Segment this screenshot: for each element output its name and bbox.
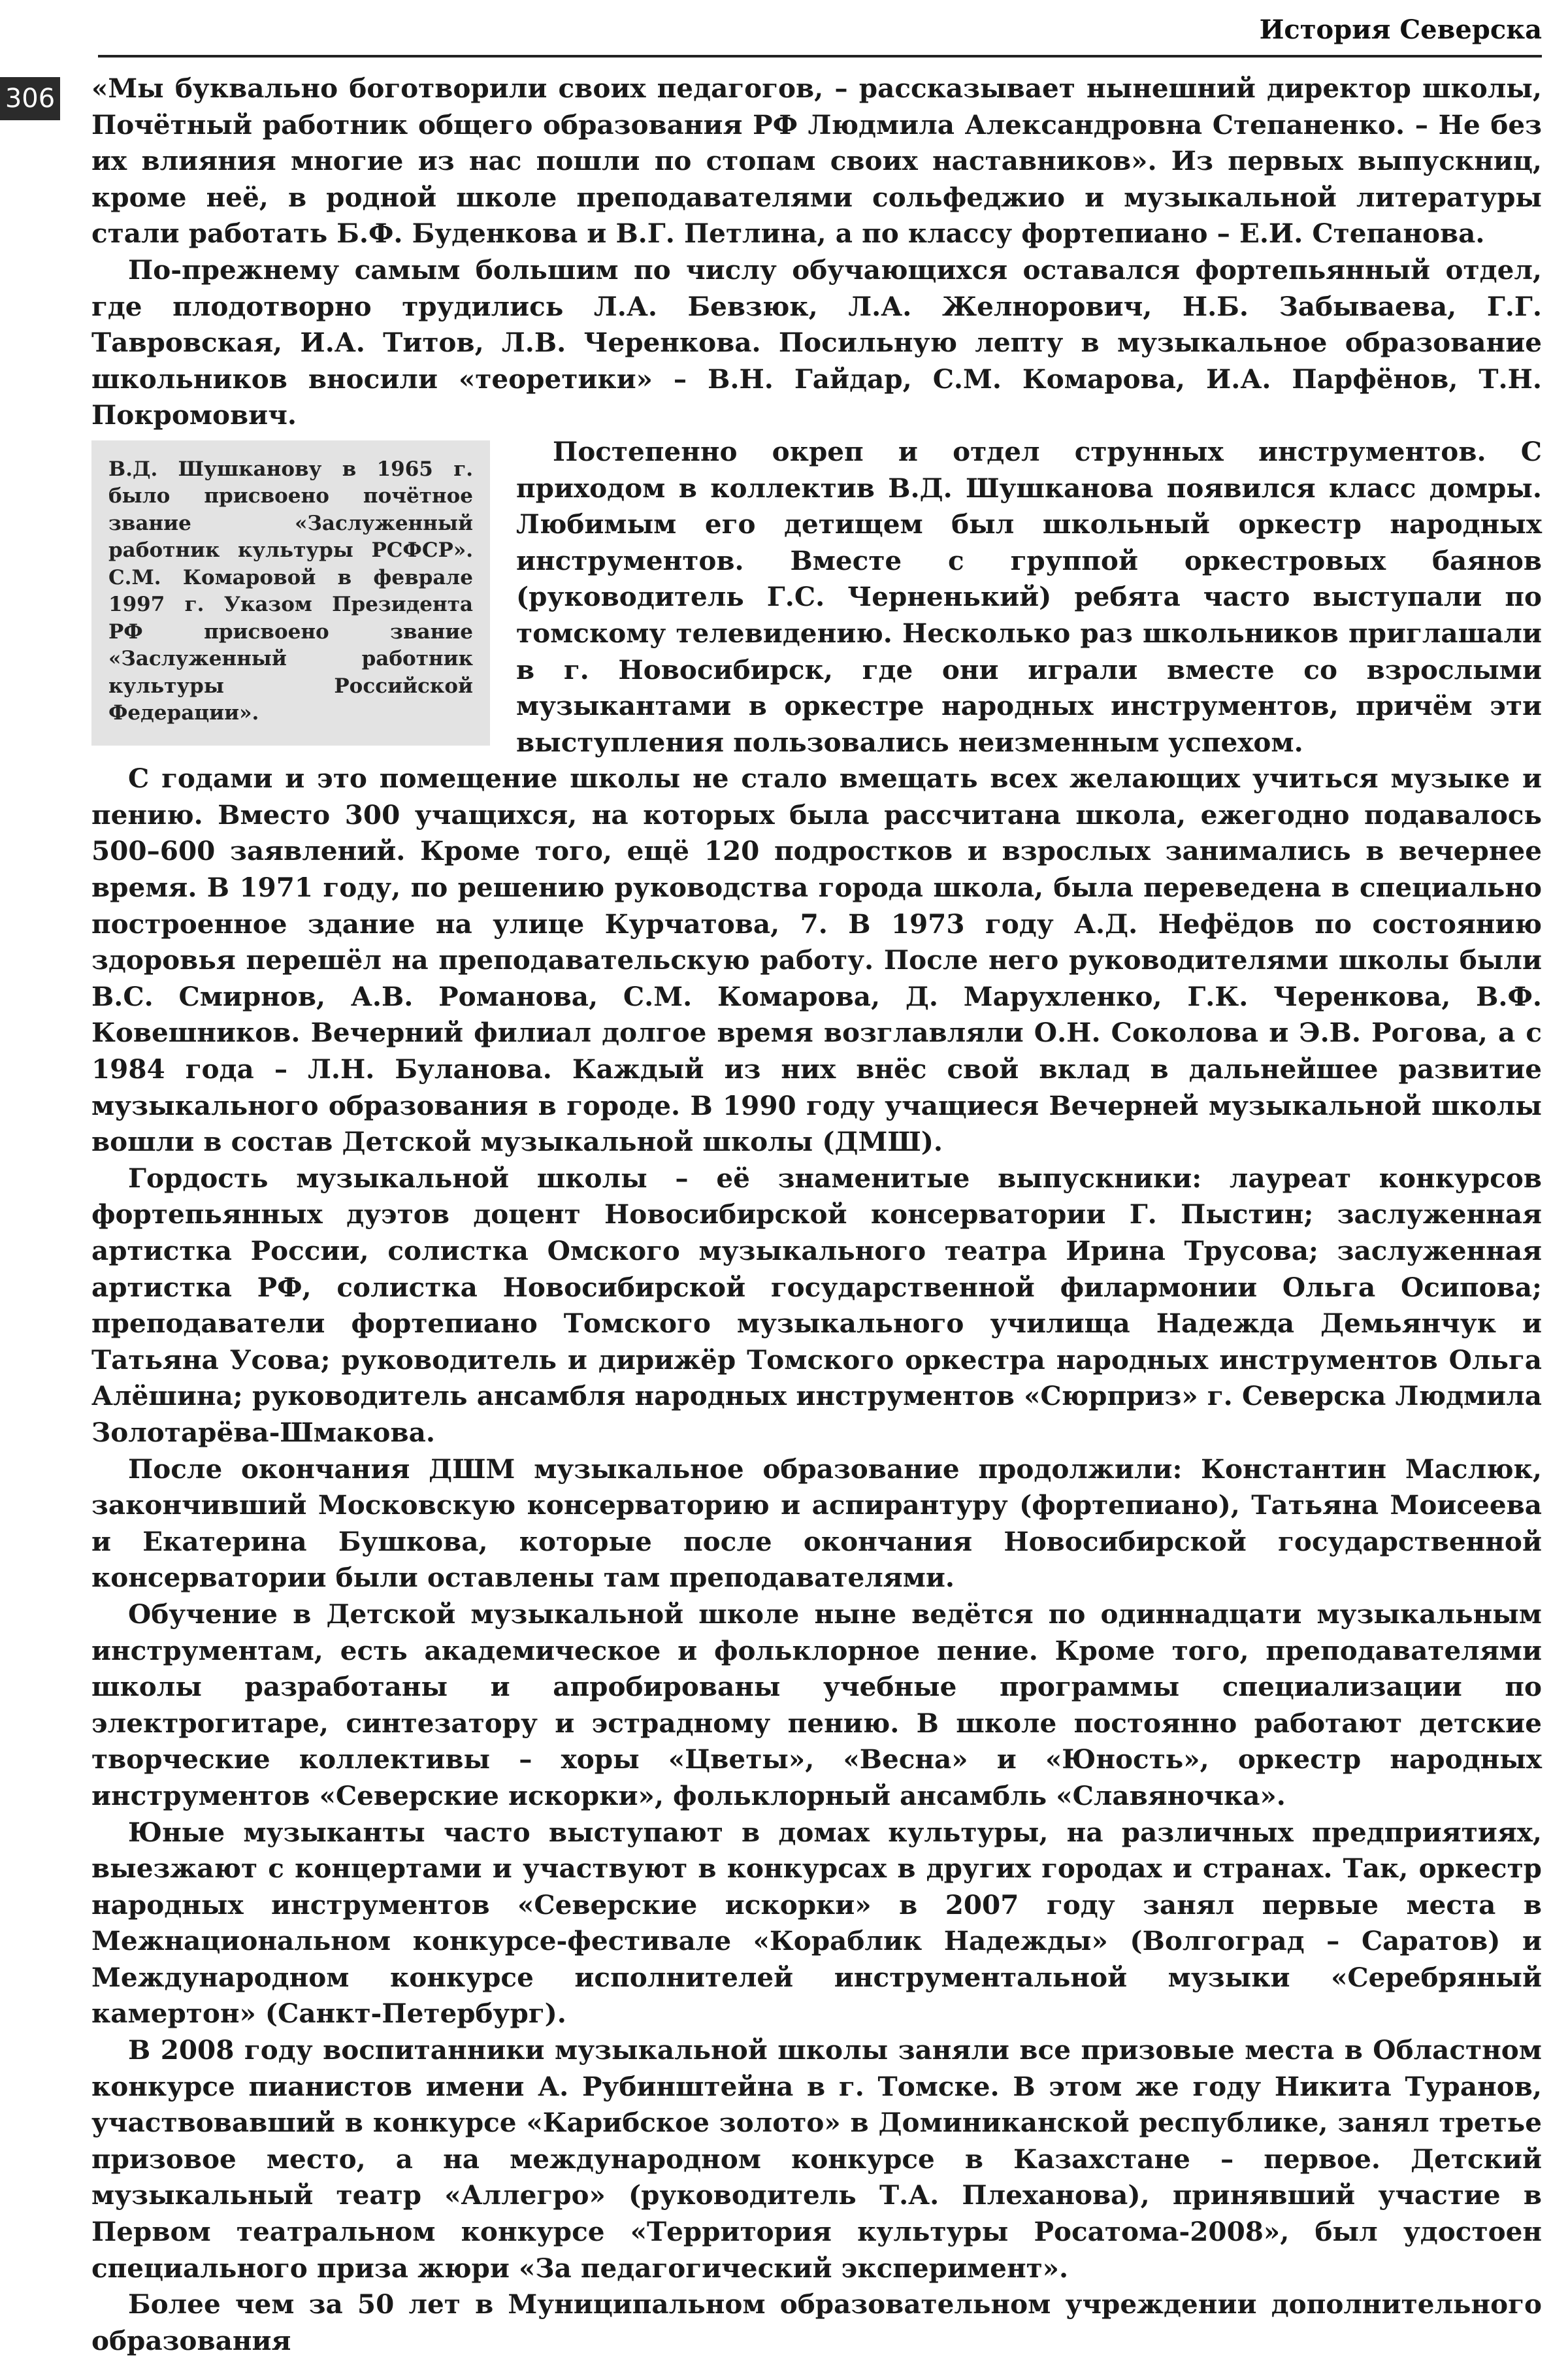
paragraph: После окончания ДШМ музыкальное образование продолжили: Константин Маслюк, закончивший Московскую консерваторию и аспирантуру (фортепиано), Татьяна Моисеева и Екатерина Бушкова, которые после окончания Новосибирской государственной консерватории были оставлены там преподавателями. bbox=[91, 1453, 1542, 1594]
sidebar-note: В.Д. Шушканову в 1965 г. было присвоено почётное звание «Заслуженный работник культуры РСФСР». С.М. Комаровой в феврале 1997 г. Указом Президента РФ присвоено звание «Заслуженный работник культуры Российской Федерации». bbox=[91, 440, 490, 746]
page-number-badge: 306 bbox=[0, 77, 60, 120]
paragraph: С годами и это помещение школы не стало вмещать всех желающих учиться музыке и пению. Вместо 300 учащихся, на которых была рассчитана школа, ежегодно подавалось 500–600 заявлений. Кроме того, ещё 120 подростков и взрослых занимались в вечернее время. В 1971 году, по решению руководства города школа, была переведена в специально построенное здание на улице Курчатова, 7. В 1973 году А.Д. Нефёдов по состоянию здоровья перешёл на преподавательскую работу. После него руководителями школы были В.С. Смирнов, А.В. Романова, С.М. Комарова, Д. Марухленко, Г.К. Черенкова, В.Ф. Ковешников. Вечерний филиал долгое время возглавляли О.Н. Соколова и Э.В. Рогова, а с 1984 года – Л.Н. Буланова. Каждый из них внёс свой вклад в дальнейшее развитие музыкального образования в городе. В 1990 году учащиеся Вечерней музыкальной школы вошли в состав Детской музыкальной школы (ДМШ). bbox=[91, 763, 1542, 1158]
paragraph: «Мы буквально боготворили своих педагогов, – рассказывает нынешний директор школы, Почётный работник общего образования РФ Людмила Александровна Степаненко. – Не без их влияния многие из нас пошли по стопам своих наставников». Из первых выпускниц, кроме неё, в родной школе преподавателями сольфеджио и музыкальной литературы стали работать Б.Ф. Буденкова и В.Г. Петлина, а по классу фортепиано – Е.И. Степанова. bbox=[91, 73, 1542, 250]
paragraph: В 2008 году воспитанники музыкальной школы заняли все призовые места в Областном конкурсе пианистов имени А. Рубинштейна в г. Томске. В этом же году Никита Туранов, участвовавший в конкурсе «Карибское золото» в Доминиканской республике, занял третье призовое место, а на международном конкурсе в Казахстане – первое. Детский музыкальный театр «Аллегро» (руководитель Т.А. Плеханова), принявший участие в Первом театральном конкурсе «Территория культуры Росатома-2008», был удостоен специального приза жюри «За педагогический эксперимент». bbox=[91, 2034, 1542, 2284]
paragraph: Юные музыканты часто выступают в домах культуры, на различных предприятиях, выезжают с концертами и участвуют в конкурсах в других городах и странах. Так, оркестр народных инструментов «Северские искорки» в 2007 году занял первые места в Межнациональном конкурсе-фестивале «Кораблик Надежды» (Волгоград – Саратов) и Международном конкурсе исполнителей инструментальной музыки «Серебряный камертон» (Санкт-Петербург). bbox=[91, 1816, 1542, 2030]
running-header-title: История Северска bbox=[1259, 14, 1542, 45]
paragraph: Гордость музыкальной школы – её знаменитые выпускники: лауреат конкурсов фортепьянных дуэтов доцент Новосибирской консерватории Г. Пыстин; заслуженная артистка России, солистка Омского музыкального театра Ирина Трусова; заслуженная артистка РФ, солистка Новосибирской государственной филармонии Ольга Осипова; преподаватели фортепиано Томского музыкального училища Надежда Демьянчук и Татьяна Усова; руководитель и дирижёр Томского оркестра народных инструментов Ольга Алёшина; руководитель ансамбля народных инструментов «Сюрприз» г. Северска Людмила Золотарёва-Шмакова. bbox=[91, 1162, 1542, 1448]
paragraph: Обучение в Детской музыкальной школе ныне ведётся по одиннадцати музыкальным инструментам, есть академическое и фольклорное пение. Кроме того, преподавателями школы разработаны и апробированы учебные программы специализации по электрогитаре, синтезатору и эстрадному пению. В школе постоянно работают детские творческие коллективы – хоры «Цветы», «Весна» и «Юность», оркестр народных инструментов «Северские искорки», фольклорный ансамбль «Славяночка». bbox=[91, 1598, 1542, 1811]
paragraph-text: Постепенно окреп и отдел струнных инструментов. С приходом в коллектив В.Д. Шушканова появился класс домры. Любимым его детищем был школьный оркестр народных инструментов. Вместе с группой оркестровых баянов (руководитель Г.С. Черненький) ребята часто выступали по томскому телевидению. Несколько раз школьников приглашали в г. Новосибирск, где они играли вместе со взрослыми музыкантами в оркестре народных инструментов, причём эти выступления пользовались неизменным успехом. bbox=[516, 435, 1542, 758]
paragraph: Более чем за 50 лет в Муниципальном образовательном учреждении дополнительного образования bbox=[91, 2288, 1542, 2356]
header-rule bbox=[98, 55, 1542, 58]
paragraph-with-sidebar bbox=[91, 434, 1542, 761]
paragraph: По-прежнему самым большим по числу обучающихся оставался фортепьянный отдел, где плодотворно трудились Л.А. Бевзюк, Л.А. Желнорович, Н.Б. Забываева, Г.Г. Тавровская, И.А. Титов, Л.В. Черенкова. Посильную лепту в музыкальное образование школьников вносили «теоретики» – В.Н. Гайдар, С.М. Комарова, И.А. Парфёнов, Т.Н. Покромович. bbox=[91, 254, 1542, 431]
main-text bbox=[91, 71, 1542, 2359]
